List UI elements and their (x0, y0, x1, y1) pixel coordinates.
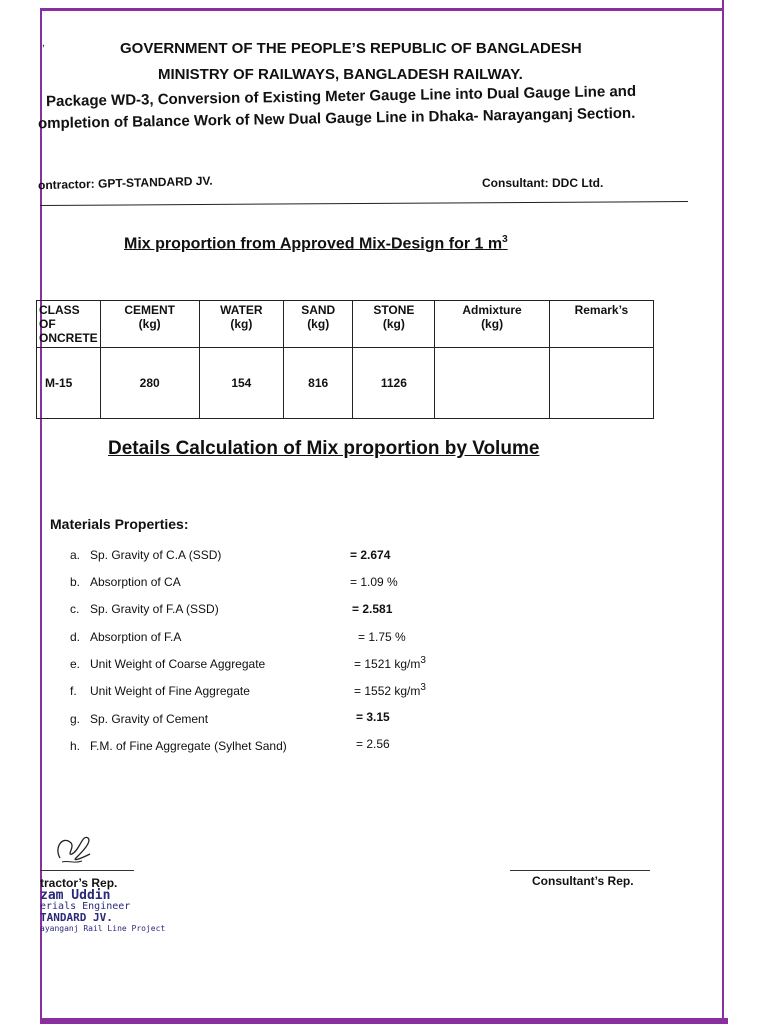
item-label: Sp. Gravity of F.A (SSD) (90, 602, 219, 616)
cell-cement: 280 (100, 348, 199, 419)
materials-properties-heading: Materials Properties: (50, 516, 189, 532)
item-label: Absorption of CA (90, 575, 181, 589)
property-item (70, 548, 221, 562)
mix-proportion-title (124, 234, 508, 253)
cell-sand: 816 (284, 348, 353, 419)
consultant-rep-label: Consultant’s Rep. (532, 874, 634, 888)
item-label: F.M. of Fine Aggregate (Sylhet Sand) (90, 739, 287, 753)
item-letter: d. (70, 630, 81, 644)
header-line: STONE (373, 303, 415, 317)
contractor-name: ontractor: GPT-STANDARD JV. (37, 173, 213, 193)
item-label: Absorption of F.A (90, 630, 182, 644)
contractor-signature-line (40, 870, 134, 871)
property-item (70, 684, 250, 698)
item-letter: h. (70, 739, 81, 753)
cell-stone: 1126 (353, 348, 435, 419)
header-line: (kg) (481, 317, 504, 331)
page-border-right (722, 0, 768, 1024)
col-remarks (549, 301, 653, 348)
header-line: ONCRETE (39, 331, 98, 345)
header-line: CEMENT (124, 303, 175, 317)
property-value: = 3.15 (356, 710, 390, 724)
property-value: = 2.674 (350, 548, 391, 562)
property-item (70, 575, 181, 589)
header-line: WATER (220, 303, 263, 317)
header-line: (kg) (138, 317, 161, 331)
item-label: Sp. Gravity of C.A (SSD) (90, 548, 222, 562)
property-value: = 2.581 (352, 602, 393, 616)
cell-class: M-15 (37, 348, 101, 419)
property-value: = 1.75 % (358, 630, 406, 644)
item-letter: e. (70, 657, 81, 671)
col-cement (100, 301, 199, 348)
header-package: Package WD-3, Conversion of Existing Meter Gauge Line into Dual Gauge Line and (45, 82, 637, 111)
property-item (70, 630, 181, 644)
page-border-left (0, 0, 42, 1024)
col-water (199, 301, 283, 348)
header-line: SAND (301, 303, 336, 317)
document-page (37, 0, 722, 1024)
property-value (354, 655, 426, 671)
stamp-title: erials Engineer (40, 901, 131, 912)
property-value: = 2.56 (356, 737, 390, 751)
contractor-rep-label: tractor’s Rep. (40, 876, 118, 890)
item-label: Unit Weight of Coarse Aggregate (90, 657, 266, 671)
table-header-row (37, 301, 654, 348)
item-letter: g. (70, 712, 81, 726)
cell-remarks (549, 348, 653, 419)
consultant-signature-line (510, 870, 650, 871)
item-letter: f. (70, 684, 77, 698)
header-government: GOVERNMENT OF THE PEOPLE’S REPUBLIC OF BANGLADESH (120, 40, 582, 57)
table-row (37, 348, 654, 419)
col-admixture (435, 301, 549, 348)
unit-exponent: 3 (420, 682, 426, 693)
item-letter: a. (70, 548, 81, 562)
mix-title-text: Mix proportion from Approved Mix-Design for 1 m (124, 235, 503, 253)
property-value (354, 682, 426, 698)
item-label: Sp. Gravity of Cement (90, 712, 209, 726)
consultant-name: Consultant: DDC Ltd. (482, 176, 604, 190)
header-ministry: MINISTRY OF RAILWAYS, BANGLADESH RAILWAY. (158, 66, 523, 83)
cell-admixture (435, 348, 549, 419)
item-letter: c. (70, 602, 80, 616)
col-stone (353, 301, 435, 348)
value-text: = 1552 kg/m (354, 684, 421, 698)
stamp-name: zam Uddin (40, 888, 111, 903)
item-letter: b. (70, 575, 81, 589)
header-line: Admixture (462, 303, 522, 317)
property-item (70, 739, 287, 753)
mix-proportion-table (36, 300, 654, 419)
signature-mark (52, 828, 96, 868)
col-sand (284, 301, 353, 348)
details-calculation-title: Details Calculation of Mix proportion by Volume (108, 438, 540, 459)
property-item (70, 657, 265, 671)
header-line: Remark’s (574, 303, 629, 317)
header-line: CLASS OF (39, 303, 80, 331)
stamp-company: TANDARD JV. (40, 911, 113, 924)
cell-water: 154 (199, 348, 283, 419)
header-completion: ompletion of Balance Work of New Dual Gauge Line in Dhaka- Narayanganj Section. (37, 104, 636, 133)
stamp-project: ayanganj Rail Line Project (40, 924, 166, 933)
header-line: (kg) (382, 317, 405, 331)
header-line: (kg) (230, 317, 253, 331)
mix-title-exponent: 3 (502, 234, 508, 245)
col-class-of-concrete (37, 301, 101, 348)
margin-mark: , (42, 38, 45, 49)
unit-exponent: 3 (420, 655, 426, 666)
property-item (70, 602, 219, 616)
item-label: Unit Weight of Fine Aggregate (90, 684, 250, 698)
value-text: = 1521 kg/m (354, 657, 421, 671)
property-value: = 1.09 % (350, 575, 398, 589)
contractor-stamp (40, 890, 165, 934)
header-divider (40, 201, 688, 206)
header-line: (kg) (307, 317, 330, 331)
property-item (70, 712, 208, 726)
